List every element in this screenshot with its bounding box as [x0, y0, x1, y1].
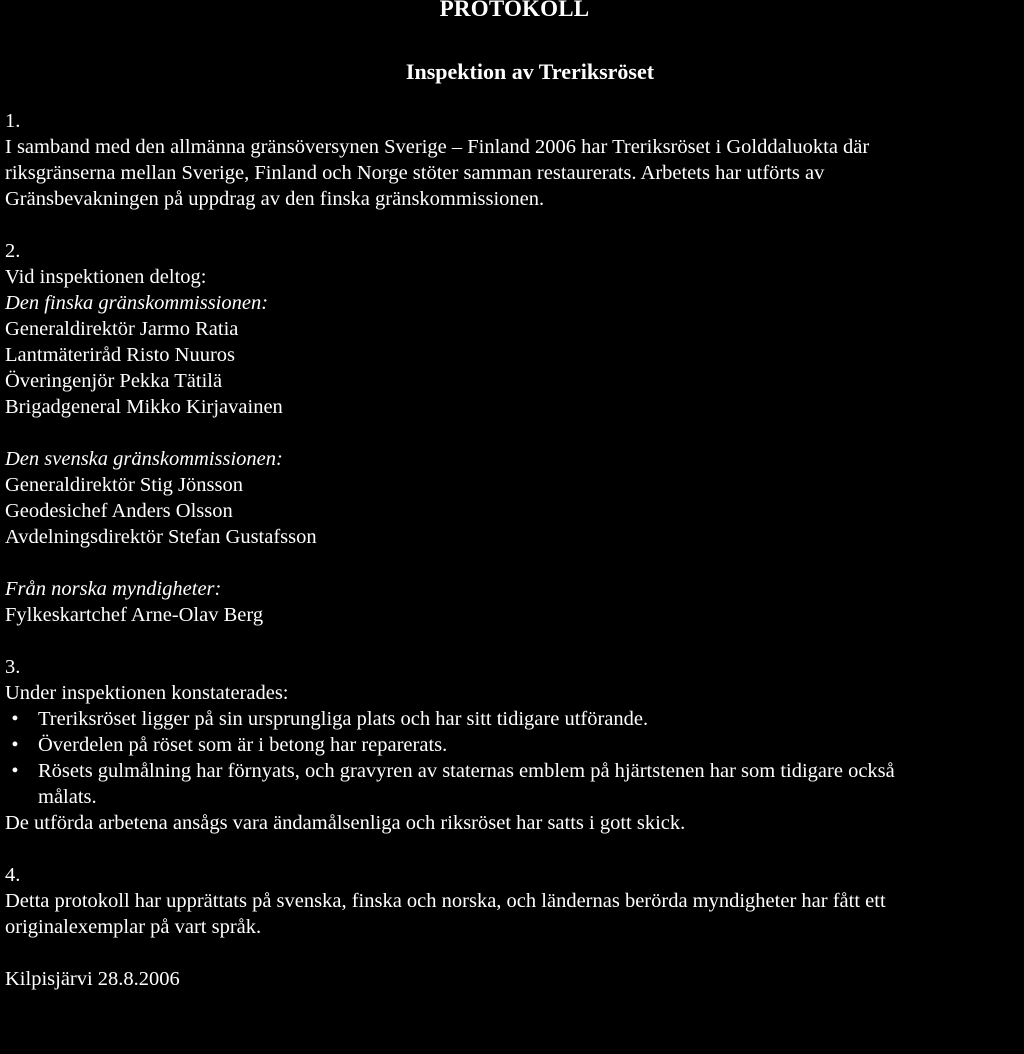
paragraph-gap — [5, 550, 1024, 576]
list-item-text: Treriksröset ligger på sin ursprungliga plats och har sitt tidigare utförande. — [38, 708, 649, 730]
bullet-icon: • — [11, 708, 19, 730]
paragraph-line: riksgränserna mellan Sverige, Finland och Norge stöter samman restaurerats. Arbetets har utförts av — [5, 162, 825, 184]
section-3 — [5, 654, 1024, 836]
paragraph-line: Gränsbevakningen på uppdrag av den finska gränskommissionen. — [5, 188, 545, 210]
participant-name: Generaldirektör Stig Jönsson — [5, 474, 243, 496]
list-item — [5, 732, 1024, 758]
findings-list — [5, 706, 1024, 810]
list-item — [5, 706, 1024, 732]
participant-name: Geodesichef Anders Olsson — [5, 500, 233, 522]
paragraph-line: I samband med den allmänna gränsöversynen Sverige – Finland 2006 har Treriksröset i Golddaluokta där — [5, 136, 870, 158]
section-intro: Vid inspektionen deltog: — [5, 266, 207, 288]
list-item — [5, 758, 1024, 810]
list-item-text: Rösets gulmålning har förnyats, och gravyren av staternas emblem på hjärtstenen har som tidigare också — [38, 760, 895, 782]
swedish-commission-heading: Den svenska gränskommissionen: — [5, 448, 283, 470]
section-1 — [5, 108, 1024, 212]
participant-name: Brigadgeneral Mikko Kirjavainen — [5, 396, 283, 418]
norwegian-authorities-heading: Från norska myndigheter: — [5, 578, 222, 600]
section-number: 1. — [5, 110, 21, 132]
paragraph-gap — [5, 940, 1024, 966]
participant-name: Lantmäteriråd Risto Nuuros — [5, 344, 236, 366]
bullet-icon: • — [11, 734, 19, 756]
paragraph-line: originalexemplar på vart språk. — [5, 916, 262, 938]
place-and-date: Kilpisjärvi 28.8.2006 — [5, 968, 180, 990]
section-number: 2. — [5, 240, 21, 262]
paragraph-gap — [5, 836, 1024, 862]
paragraph-gap — [5, 420, 1024, 446]
document-subtitle: Inspektion av Treriksröset — [405, 59, 655, 84]
bullet-icon: • — [11, 760, 19, 782]
section-4 — [5, 862, 1024, 940]
list-item-text-continued: målats. — [38, 786, 97, 808]
section-number: 4. — [5, 864, 21, 886]
list-item-text: Överdelen på röset som är i betong har reparerats. — [38, 734, 448, 756]
section-number: 3. — [5, 656, 21, 678]
document-title: PROTOKOLL — [439, 0, 590, 21]
section-2 — [5, 238, 1024, 628]
section-intro: Under inspektionen konstaterades: — [5, 682, 289, 704]
participant-name: Fylkeskartchef Arne-Olav Berg — [5, 604, 264, 626]
document-body — [5, 108, 1024, 992]
paragraph-gap — [5, 212, 1024, 238]
participant-name: Överingenjör Pekka Tätilä — [5, 370, 223, 392]
participant-name: Avdelningsdirektör Stefan Gustafsson — [5, 526, 317, 548]
section-conclusion: De utförda arbetena ansågs vara ändamålsenliga och riksröset har satts i gott skick. — [5, 812, 686, 834]
paragraph-line: Detta protokoll har upprättats på svenska, finska och norska, och ländernas berörda myndigheter har fått ett — [5, 890, 886, 912]
finnish-commission-heading: Den finska gränskommissionen: — [5, 292, 269, 314]
paragraph-gap — [5, 628, 1024, 654]
participant-name: Generaldirektör Jarmo Ratia — [5, 318, 239, 340]
